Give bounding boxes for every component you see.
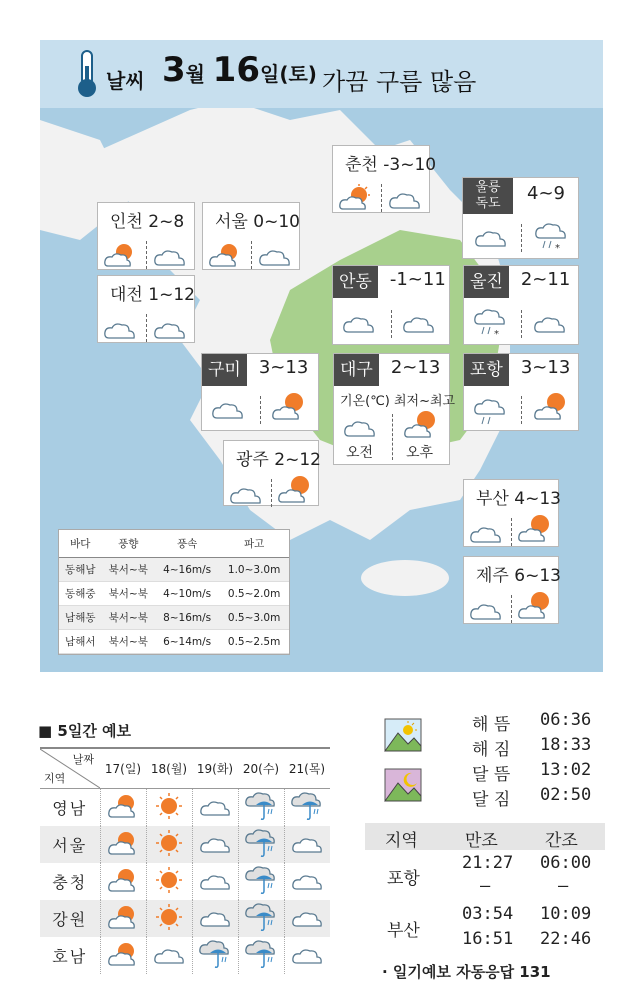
legend-text: 기온(℃) 최저~최고 (340, 394, 456, 409)
temp-range: -3~10 (383, 155, 437, 175)
sun-icon (154, 920, 184, 934)
table-row: 동해남 북서~북 4~16m/s 1.0~3.0m (59, 558, 289, 582)
card-ulleung: 울릉 독도 4~9 * (462, 177, 579, 259)
cloud-icon (228, 479, 266, 511)
rain-icon (244, 885, 278, 899)
rain-icon (290, 811, 324, 825)
ars-info: · 일기예보 자동응답 131 (382, 963, 551, 981)
card-incheon: 인천 2~8 (97, 202, 195, 270)
tide-city-pohang: 포항 (387, 869, 420, 889)
thermometer-icon (72, 48, 102, 100)
table-row (40, 826, 330, 863)
tide-city-busan: 부산 (387, 921, 420, 941)
card-andong: 안동 -1~11 (332, 265, 450, 345)
card-gwangju: 광주 2~12 (223, 440, 319, 506)
cloud-icon (153, 955, 185, 969)
region-name: 충청 (52, 872, 88, 892)
partly-sunny-icon (107, 957, 139, 971)
cloud-icon (102, 314, 140, 346)
pm-label: 오후 (406, 445, 434, 461)
card-jeju: 제주 6~13 (463, 556, 559, 624)
table-row: 남해서 북서~북 6~14m/s 0.5~2.5m (59, 630, 289, 654)
sun-icon (154, 846, 184, 860)
region-name: 영남 (52, 798, 88, 818)
partly-sunny-icon (402, 408, 442, 444)
cloud-icon (291, 881, 323, 895)
cloud-icon (387, 184, 425, 216)
cloud-icon (401, 308, 439, 340)
sunrise-icon (384, 718, 422, 756)
card-pohang: 포항 3~13 (463, 353, 579, 431)
cloud-icon (468, 595, 506, 627)
partly-sunny-icon (337, 184, 375, 216)
rain-icon (472, 394, 510, 432)
cloud-icon (473, 222, 511, 254)
cloud-icon (257, 241, 295, 273)
rain-icon (244, 848, 278, 862)
partly-sunny-icon (532, 390, 572, 426)
moon-icon (384, 768, 422, 806)
card-chuncheon (332, 145, 437, 213)
region-name: 서울 (40, 826, 100, 863)
table-row (40, 900, 330, 937)
header-date: 3월 16일(토) (162, 50, 317, 90)
partly-sunny-icon (107, 809, 139, 823)
cloud-icon (291, 844, 323, 858)
sun-icon (154, 883, 184, 897)
card-daegu: 대구 2~13 기온(℃) 최저~최고 오전 오후 (333, 353, 450, 465)
header-summary: 가끔 구름 많음 (322, 68, 477, 96)
rain-icon (244, 922, 278, 936)
table-row: 동해중 북서~북 4~10m/s 0.5~2.0m (59, 582, 289, 606)
table-row (40, 937, 330, 974)
forecast-title: ■ 5일간 예보 (38, 722, 132, 740)
cloud-icon (291, 955, 323, 969)
cloud-icon (341, 308, 379, 340)
table-row (40, 789, 330, 826)
partly-sunny-icon (516, 512, 556, 548)
cloud-icon (199, 807, 231, 821)
region-name: 강원 (40, 900, 100, 937)
partly-sunny-icon (102, 241, 140, 273)
header-bar (40, 40, 603, 108)
cloud-icon (291, 918, 323, 932)
partly-sunny-icon (276, 473, 316, 509)
cloud-icon (210, 394, 248, 426)
cloud-icon (152, 241, 190, 273)
table-row: 남해동 북서~북 8~16m/s 0.5~3.0m (59, 606, 289, 630)
cloud-icon (199, 918, 231, 932)
rain-icon (198, 959, 232, 973)
partly-sunny-icon (270, 390, 310, 426)
region-name: 호남 (52, 946, 88, 966)
partly-sunny-icon (107, 920, 139, 934)
cloud-icon (532, 308, 570, 340)
card-seoul: 서울 0~10 (202, 202, 300, 270)
partly-sunny-icon (107, 883, 139, 897)
header-label: 날씨 (106, 69, 145, 93)
svg-text:*: * (555, 243, 560, 252)
sea-conditions-table: 바다 풍향 풍속 파고 동해남 북서~북 4~16m/s 1.0~3.0m 동해중 북서~북 4~10m/s 0.5~2.0m 남해동 북서~북 8~16m/s 0.5~3.0m 남해서 북서~북 6~14m/s 0.5~2.5m (58, 529, 290, 655)
card-busan: 부산 4~13 (463, 479, 559, 547)
card-daejeon: 대전 1~12 (97, 275, 195, 343)
partly-sunny-icon (107, 846, 139, 860)
rain-icon (244, 959, 278, 973)
card-gumi: 구미 3~13 (201, 353, 319, 431)
rain-snow-icon (533, 218, 571, 256)
cloud-icon (199, 881, 231, 895)
am-label: 오전 (346, 445, 374, 461)
cloud-icon (199, 844, 231, 858)
cloud-icon (468, 518, 506, 550)
card-uljin: 울진 2~11 * (463, 265, 579, 345)
cloud-icon (342, 412, 380, 444)
rain-icon (244, 811, 278, 825)
partly-sunny-icon (516, 589, 556, 625)
cloud-icon (152, 314, 190, 346)
tide-table-header: 지역 만조 간조 (365, 823, 605, 850)
table-row (40, 863, 330, 900)
forecast-table: 날짜 지역 17(일) 18(월) 19(화) 20(수) 21(목) 영남 서울 충청 강원 호남 (40, 747, 330, 974)
partly-sunny-icon (207, 241, 245, 273)
svg-text:*: * (494, 329, 499, 338)
rain-snow-icon (472, 304, 510, 342)
sun-icon (154, 809, 184, 823)
city-name: 춘천 (345, 155, 378, 175)
